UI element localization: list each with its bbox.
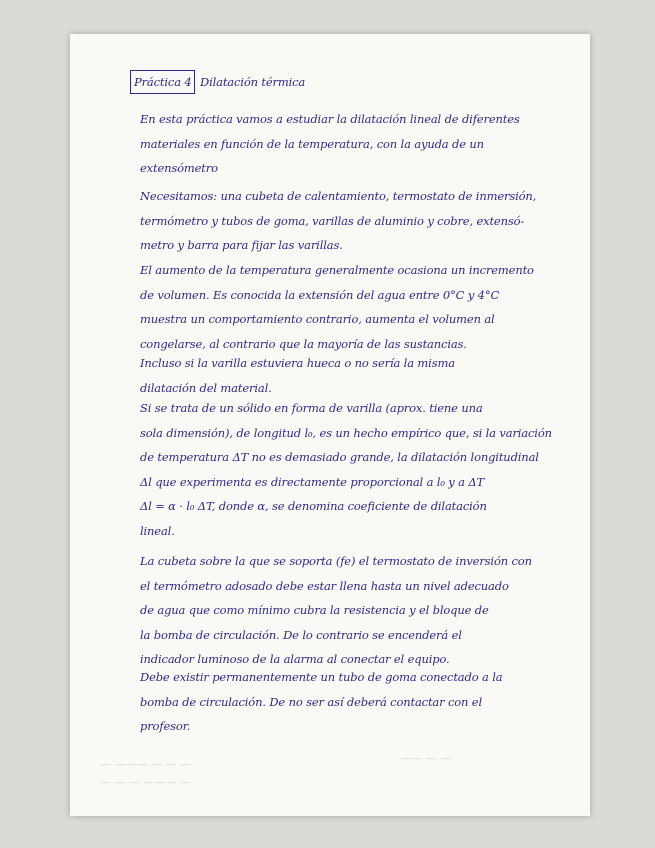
text-line: muestra un comportamiento contrario, aumenta el volumen al xyxy=(140,312,495,327)
text-line: dilatación del material. xyxy=(140,380,272,395)
text-line: congelarse, al contrario que la mayoría de las sustancias. xyxy=(140,336,467,351)
text-line: bomba de circulación. De no ser así deberá contactar con el xyxy=(140,694,482,709)
setup-paragraph xyxy=(140,549,532,672)
text-line: de volumen. Es conocida la extensión del agua entre 0°C y 4°C xyxy=(140,287,500,302)
text-line: de temperatura ΔT no es demasiado grande, la dilatación longitudinal xyxy=(140,450,539,465)
text-line: de agua que como mínimo cubra la resistencia y el bloque de xyxy=(140,603,489,618)
text-line: Si se trata de un sólido en forma de varilla (aprox. tiene una xyxy=(140,401,483,415)
practice-number: Práctica 4 xyxy=(134,75,192,89)
text-line: Δl que experimenta es directamente proporcional a l₀ y a ΔT xyxy=(140,474,485,489)
text-line: sola dimensión), de longitud l₀, es un hecho empírico que, si la variación xyxy=(140,425,552,440)
solid-rod-paragraph xyxy=(140,396,552,544)
text-line: indicador luminoso de la alarma al conectar el equipo. xyxy=(140,652,450,667)
materials-paragraph xyxy=(140,184,536,258)
practice-title: Dilatación térmica xyxy=(200,75,306,89)
reverse-side-bleed: — — — ——— — xyxy=(100,758,191,771)
text-line: El aumento de la temperatura generalmente ocasiona un incremento xyxy=(140,263,534,277)
formula-line: Δl = α · l₀ ΔT, donde α, se denomina coeficiente de dilatación xyxy=(140,499,487,514)
text-line: La cubeta sobre la que se soporta (fe) el termostato de inversión con xyxy=(140,554,532,568)
text-line: termómetro y tubos de goma, varillas de aluminio y cobre, extensó- xyxy=(140,213,525,228)
theory-paragraph xyxy=(140,258,534,356)
text-line: Necesitamos: una cubeta de calentamiento, termostato de inmersión, xyxy=(140,189,537,203)
hollow-rod-paragraph xyxy=(140,351,455,400)
text-line: En esta práctica vamos a estudiar la dilatación lineal de diferentes xyxy=(140,112,520,126)
text-line: lineal. xyxy=(140,523,175,538)
text-line: el termómetro adosado debe estar llena hasta un nivel adecuado xyxy=(140,578,509,593)
reverse-side-bleed: — ——— — — — xyxy=(100,776,191,789)
text-line: materiales en función de la temperatura, con la ayuda de un xyxy=(140,136,484,151)
text-line: profesor. xyxy=(140,719,191,734)
text-line: metro y barra para fijar las varillas. xyxy=(140,238,343,253)
text-line: Debe existir permanentemente un tubo de goma conectado a la xyxy=(140,670,503,684)
tube-paragraph xyxy=(140,665,502,739)
intro-paragraph xyxy=(140,107,520,181)
practice-number-box xyxy=(130,70,195,94)
text-line: extensómetro xyxy=(140,161,218,176)
text-line: Incluso si la varilla estuviera hueca o no sería la misma xyxy=(140,356,455,370)
text-line: la bomba de circulación. De lo contrario se encenderá el xyxy=(140,627,462,642)
reverse-side-bleed: — — —— xyxy=(400,752,451,765)
